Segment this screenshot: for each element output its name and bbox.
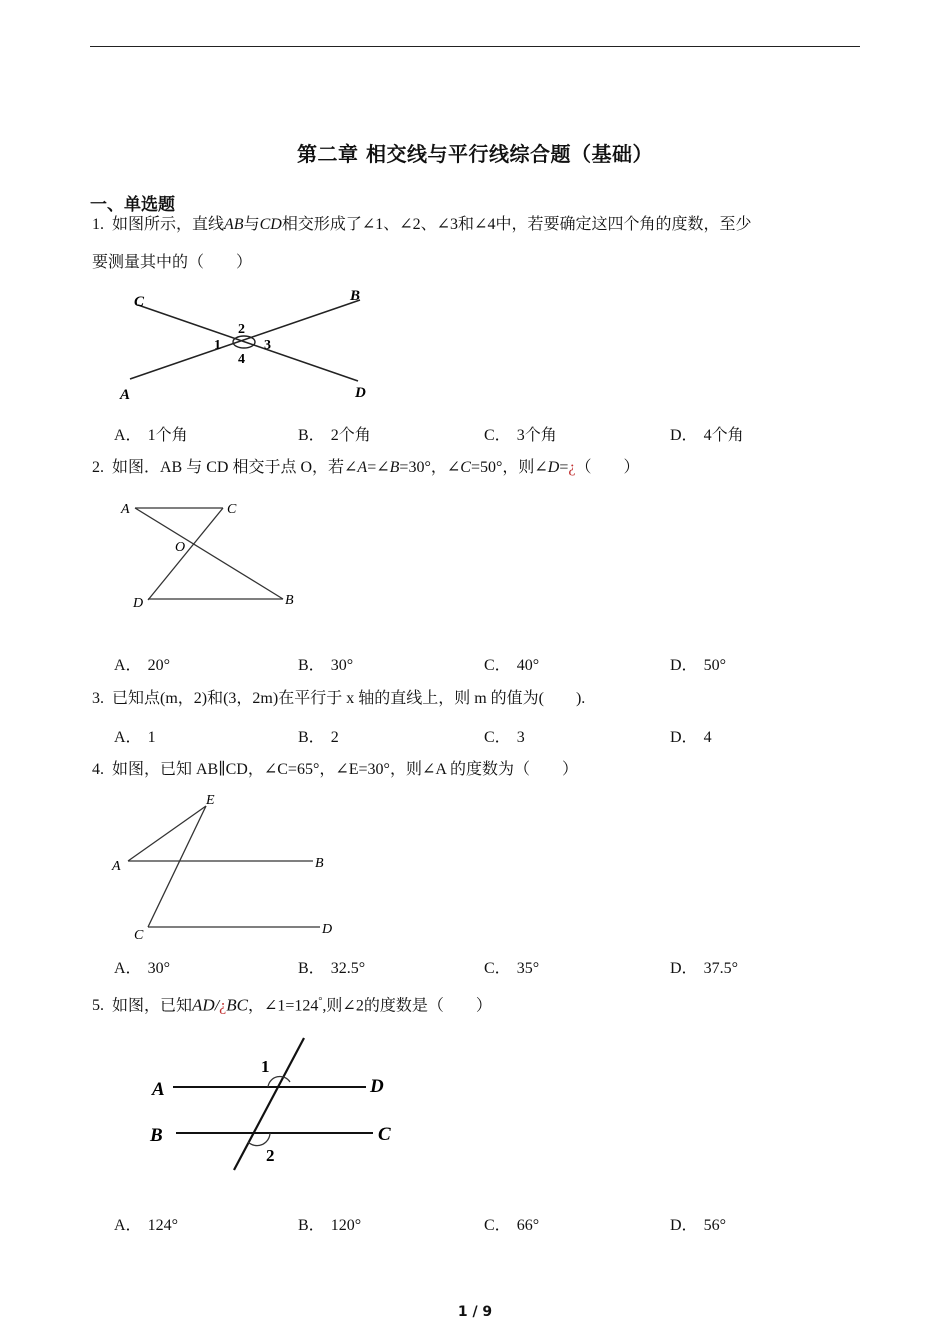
label-d: D [370,1076,384,1097]
option-a[interactable]: A． 1个角 [114,427,188,444]
label-a: A [152,1079,165,1100]
label-angle-1: 1 [214,338,221,353]
page-title: 第二章 相交线与平行线综合题（基础） [297,142,653,166]
header-rule [90,46,860,47]
line-ae [128,806,206,861]
option-d[interactable]: D． 4个角 [670,427,744,444]
option-c[interactable]: C． 66° [484,1217,540,1234]
label-c: C [134,928,144,943]
figure-q5-transversal [140,1030,420,1180]
label-d: D [133,596,144,611]
label-c: C [134,294,145,310]
line-ab [130,300,360,379]
option-d[interactable]: D． 4 [670,729,712,746]
label-angle-2: 2 [238,322,245,337]
question-1-text-line2: 要测量其中的（ ） [92,254,253,271]
label-a: A [120,387,131,403]
option-d[interactable]: D． 37.5° [670,960,738,977]
label-angle-3: 3 [264,338,271,353]
option-b[interactable]: B． 2 [298,729,339,746]
figure-q2-crossed-triangles [115,492,315,617]
option-a[interactable]: A． 124° [114,1217,178,1234]
label-c: C [227,502,237,517]
question-number: 1. [92,216,104,233]
label-angle-4: 4 [238,352,245,367]
label-d: D [322,922,333,937]
figure-q4-parallel-lines [108,788,348,948]
label-e: E [206,793,215,808]
label-o: O [175,540,186,555]
option-a[interactable]: A． 20° [114,657,170,674]
option-b[interactable]: B． 120° [298,1217,362,1234]
option-b[interactable]: B． 30° [298,657,354,674]
question-number: 2. [92,459,104,476]
question-number: 3. [92,690,104,707]
label-a: A [121,502,130,517]
label-c: C [378,1124,391,1145]
option-c[interactable]: C． 40° [484,657,540,674]
line-cd [138,305,358,381]
question-2-text: 2. 如图．AB 与 CD 相交于点 O，若∠A=∠B=30°，∠C=50°，则∠D=¿（ ） [92,459,640,476]
option-c[interactable]: C． 3个角 [484,427,557,444]
question-1-text: 1. 如图所示，直线AB与CD相交形成了∠1、∠2、∠3和∠4中，若要确定这四个角的度数，至少 [92,216,752,233]
question-5-text: 5. 如图，已知AD/¿BC，∠1=124°,则∠2的度数是（ ） [92,995,492,1015]
section-heading: 一、单选题 [90,195,175,215]
label-b: B [285,593,294,608]
question-number: 5. [92,997,104,1015]
line-ec [148,806,206,927]
option-a[interactable]: A． 30° [114,960,170,977]
page-number: 1 / 9 [457,1304,493,1320]
option-c[interactable]: C． 35° [484,960,540,977]
label-b: B [350,288,361,304]
label-b: B [315,856,324,871]
question-number: 4. [92,761,104,778]
option-d[interactable]: D． 50° [670,657,726,674]
option-b[interactable]: B． 2个角 [298,427,371,444]
option-d[interactable]: D． 56° [670,1217,726,1234]
label-d: D [355,385,366,401]
label-angle-2: 2 [266,1146,275,1165]
option-b[interactable]: B． 32.5° [298,960,366,977]
question-3-text: 3. 已知点(m，2)和(3，2m)在平行于 x 轴的直线上，则 m 的值为( ). [92,690,586,707]
figure-q1-intersecting-lines [110,285,390,410]
label-a: A [112,859,121,874]
option-c[interactable]: C． 3 [484,729,525,746]
option-a[interactable]: A． 1 [114,729,156,746]
question-4-text: 4. 如图，已知 AB∥CD，∠C=65°，∠E=30°，则∠A 的度数为（ ） [92,761,579,778]
label-b: B [150,1125,163,1146]
label-angle-1: 1 [261,1057,270,1076]
